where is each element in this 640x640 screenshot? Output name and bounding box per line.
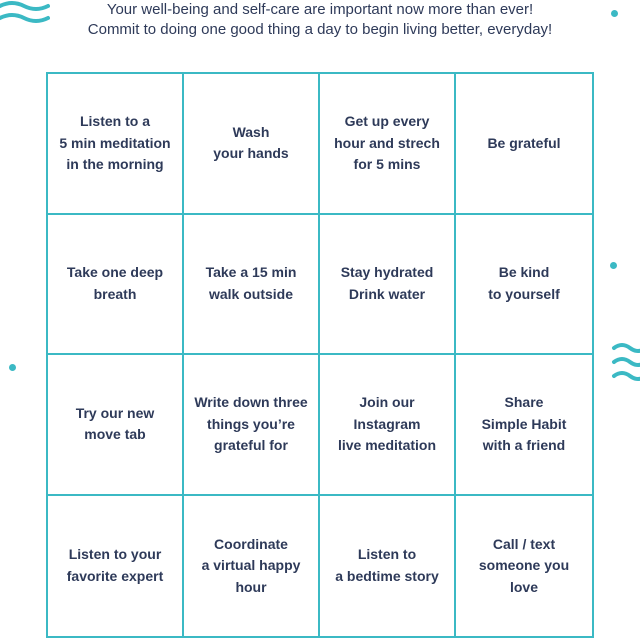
grid-cell: Listen to your favorite expert (48, 496, 184, 637)
grid-cell: Listen to a 5 min meditation in the morning (48, 74, 184, 215)
dot-icon-right (610, 262, 617, 269)
grid-cell: Write down three things you’re grateful for (184, 355, 320, 496)
intro-line-2: Commit to doing one good thing a day to begin living better, everyday! (87, 21, 553, 38)
grid-cell: Coordinate a virtual happy hour (184, 496, 320, 637)
grid-cell: Try our new move tab (48, 355, 184, 496)
grid-cell: Join our Instagram live meditation (320, 355, 456, 496)
intro-text (0, 0, 640, 40)
grid-cell: Be kind to yourself (456, 215, 592, 356)
grid-cell: Take one deep breath (48, 215, 184, 356)
grid-cell: Listen to a bedtime story (320, 496, 456, 637)
grid-cell: Stay hydrated Drink water (320, 215, 456, 356)
habit-bingo-grid (46, 72, 594, 638)
grid-cell: Call / text someone you love (478, 535, 570, 595)
grid-cell: Get up every hour and strech for 5 mins (320, 74, 456, 215)
grid-cell: Take a 15 min walk outside (184, 215, 320, 356)
grid-cell: Share Simple Habit with a friend (456, 355, 592, 496)
grid-cell: Wash your hands (184, 74, 320, 215)
wave-icon-right (610, 342, 640, 390)
dot-icon-left (9, 364, 16, 371)
grid-cell: Be grateful (456, 74, 592, 215)
intro-line-1: Your well-being and self-care are important now more than ever! (106, 1, 534, 18)
